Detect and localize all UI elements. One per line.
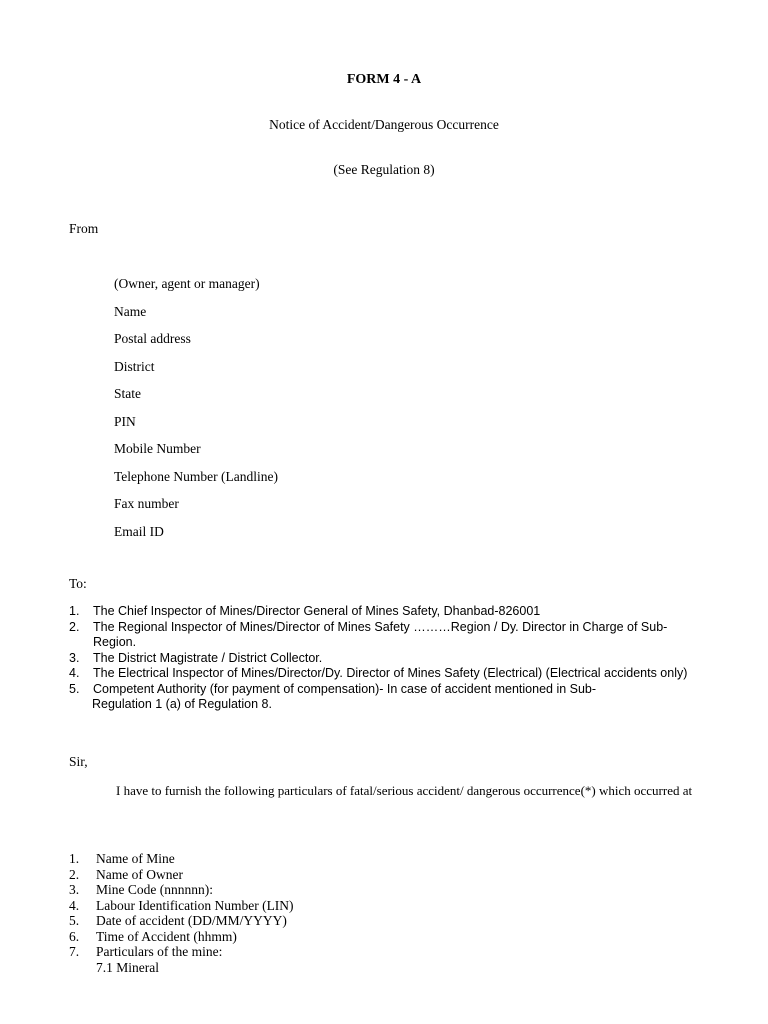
from-field-pin: PIN <box>114 413 136 429</box>
list-item <box>69 944 294 960</box>
list-number: 3. <box>69 650 80 665</box>
from-field-fax: Fax number <box>114 496 179 511</box>
list-number: 7. <box>69 944 80 959</box>
list-number: 2. <box>69 619 80 634</box>
list-text: Time of Accident (hhmm) <box>96 928 237 944</box>
list-item <box>69 867 294 883</box>
list-number: 1. <box>69 604 80 618</box>
list-continuation: Regulation 1 (a) of Regulation 8. <box>92 697 272 711</box>
particulars-list <box>69 851 294 975</box>
list-text: Mine Code (nnnnnn): <box>96 882 213 897</box>
list-text: The District Magistrate / District Collector. <box>93 650 323 665</box>
list-item <box>69 682 709 698</box>
list-item <box>69 651 709 667</box>
list-item <box>69 620 709 651</box>
from-field-mobile: Mobile Number <box>114 441 201 456</box>
list-number: 4. <box>69 897 80 913</box>
from-field-postal-address: Postal address <box>114 331 191 346</box>
list-item <box>69 666 709 682</box>
list-text: Name of Mine <box>96 851 175 866</box>
from-label: From <box>69 221 99 236</box>
list-number: 4. <box>69 666 80 680</box>
from-field-role: (Owner, agent or manager) <box>114 276 260 291</box>
form-subtitle: Notice of Accident/Dangerous Occurrence <box>269 117 499 132</box>
list-text: Labour Identification Number (LIN) <box>96 897 294 913</box>
salutation: Sir, <box>69 754 88 769</box>
from-field-name: Name <box>114 303 147 319</box>
sub-list-item: 7.1 Mineral <box>96 959 159 975</box>
list-item <box>69 929 294 945</box>
from-field-telephone: Telephone Number (Landline) <box>114 468 278 484</box>
from-fields <box>114 275 278 550</box>
to-label: To: <box>69 576 87 591</box>
list-text: Name of Owner <box>96 866 183 882</box>
list-text: Particulars of the mine: <box>96 944 223 959</box>
list-text: Competent Authority (for payment of compensation)- In case of accident mentioned in Sub- <box>93 681 597 696</box>
from-field-state: State <box>114 386 141 401</box>
recipient-list <box>69 604 709 713</box>
list-number: 2. <box>69 866 80 882</box>
from-field-district: District <box>114 358 155 374</box>
intro-paragraph: I have to furnish the following particulars of fatal/serious accident/ dangerous occurrence(*) which occurred at <box>116 783 693 798</box>
list-item <box>69 604 709 620</box>
list-item <box>69 913 294 929</box>
list-number: 1. <box>69 851 80 866</box>
list-text: The Regional Inspector of Mines/Director of Mines Safety ………Region / Dy. Director in Charge of Sub-Region. <box>93 619 668 649</box>
list-number: 3. <box>69 882 80 897</box>
list-number: 5. <box>69 913 80 928</box>
list-item <box>69 851 294 867</box>
list-item <box>69 898 294 914</box>
regulation-reference: (See Regulation 8) <box>333 162 435 177</box>
list-number: 6. <box>69 928 80 944</box>
list-text: Date of accident (DD/MM/YYYY) <box>96 913 287 928</box>
list-text: The Electrical Inspector of Mines/Director/Dy. Director of Mines Safety (Electrical) (Electrical accidents only) <box>93 666 688 680</box>
list-text: The Chief Inspector of Mines/Director General of Mines Safety, Dhanbad-826001 <box>93 604 541 618</box>
from-field-email: Email ID <box>114 523 164 539</box>
list-number: 5. <box>69 681 80 696</box>
form-title: FORM 4 - A <box>346 72 422 87</box>
list-item <box>69 882 294 898</box>
